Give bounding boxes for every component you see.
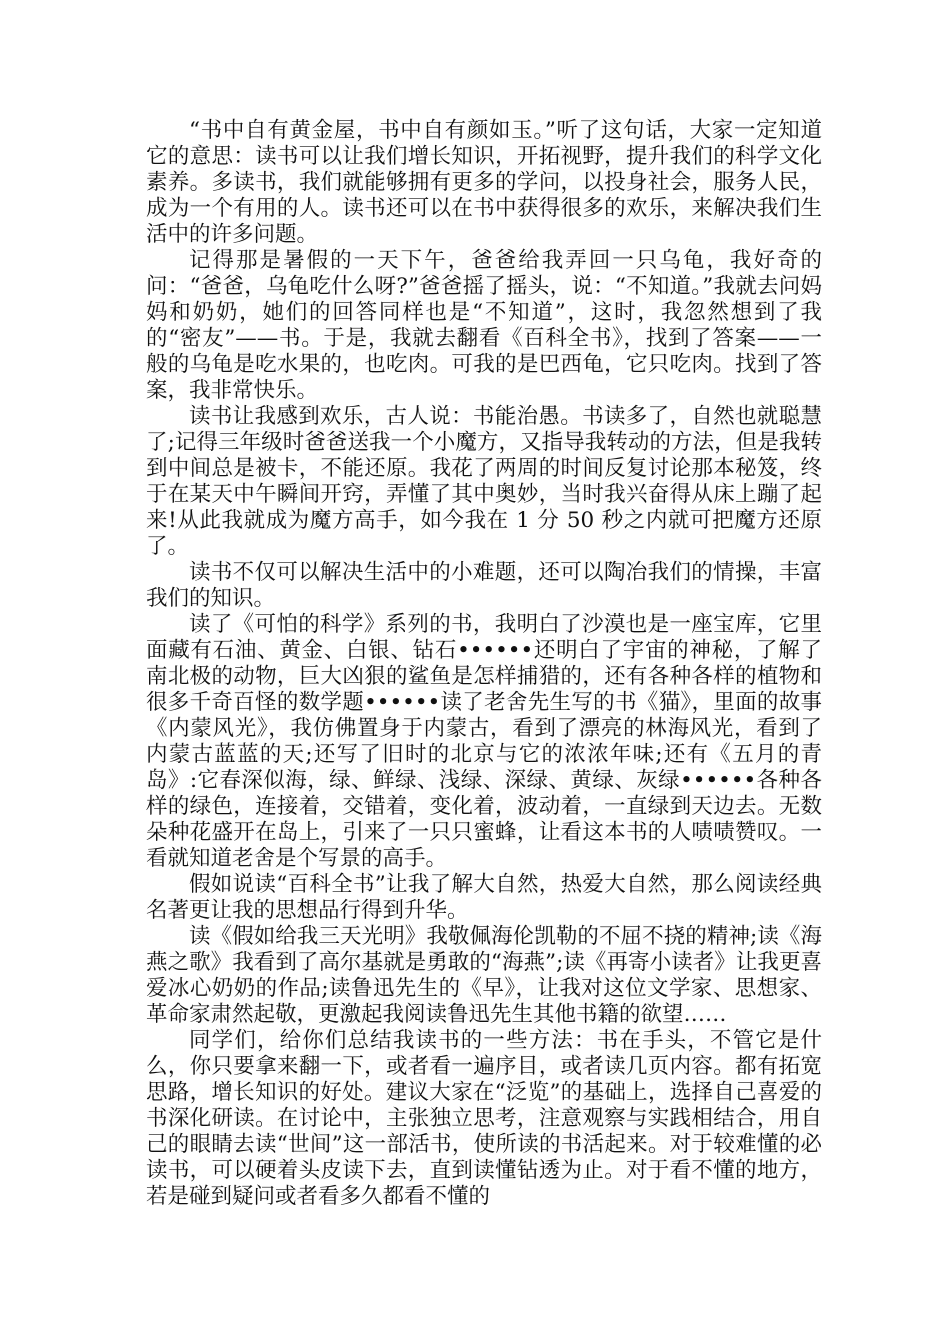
document-body [146,118,822,1210]
paragraph-1: “书中自有黄金屋，书中自有颜如玉。”听了这句话，大家一定知道它的意思：读书可以让我们增长知识，开拓视野，提升我们的科学文化素养。多读书，我们就能够拥有更多的学问，以投身社会，服务人民，成为一个有用的人。读书还可以在书中获得很多的欢乐，来解决我们生活中的许多问题。 [146,118,822,247]
paragraph-4: 读书不仅可以解决生活中的小难题，还可以陶冶我们的情操，丰富我们的知识。 [146,560,822,611]
paragraph-8: 同学们，给你们总结我读书的一些方法：书在手头，不管它是什么，你只要拿来翻一下，或者看一遍序目，或者读几页内容。都有拓宽思路，增长知识的好处。建议大家在“泛览”的基础上，选择自己喜爱的书深化研读。在讨论中，主张独立思考，注意观察与实践相结合，用自己的眼睛去读“世间”这一部活书，使所读的书活起来。对于较难懂的必读书，可以硬着头皮读下去，直到读懂钻透为止。对于看不懂的地方，若是碰到疑问或者看多久都看不懂的 [146,1028,822,1209]
paragraph-2: 记得那是暑假的一天下午，爸爸给我弄回一只乌龟，我好奇的问：“爸爸，乌龟吃什么呀?”爸爸摇了摇头，说：“不知道。”我就去问妈妈和奶奶，她们的回答同样也是“不知道”，这时，我忽然想到了我的“密友”——书。于是，我就去翻看《百科全书》，找到了答案——一般的乌龟是吃水果的，也吃肉。可我的是巴西龟，它只吃肉。找到了答案，我非常快乐。 [146,248,822,403]
paragraph-6: 假如说读“百科全书”让我了解大自然，热爱大自然，那么阅读经典名著更让我的思想品行得到升华。 [146,872,822,923]
paragraph-5: 读了《可怕的科学》系列的书，我明白了沙漠也是一座宝库，它里面藏有石油、黄金、白银、钻石••••••还明白了宇宙的神秘，了解了南北极的动物，巨大凶狠的鲨鱼是怎样捕猎的，还有各种各样的植物和很多千奇百怪的数学题••••••读了老舍先生写的书《猫》，里面的故事《内蒙风光》，我仿佛置身于内蒙古，看到了漂亮的林海风光，看到了内蒙古蓝蓝的天;还写了旧时的北京与它的浓浓年味;还有《五月的青岛》:它春深似海，绿、鲜绿、浅绿、深绿、黄绿、灰绿••••••各种各样的绿色，连接着，交错着，变化着，波动着，一直绿到天边去。无数朵种花盛开在岛上，引来了一只只蜜蜂，让看这本书的人啧啧赞叹。一看就知道老舍是个写景的高手。 [146,612,822,871]
paragraph-3: 读书让我感到欢乐，古人说：书能治愚。书读多了，自然也就聪慧了;记得三年级时爸爸送我一个小魔方，又指导我转动的方法，但是我转到中间总是被卡，不能还原。我花了两周的时间反复讨论那本秘笈，终于在某天中午瞬间开窍，弄懂了其中奥妙，当时我兴奋得从床上蹦了起来!从此我就成为魔方高手，如今我在 1 分 50 秒之内就可把魔方还原了。 [146,404,822,559]
paragraph-7: 读《假如给我三天光明》我敬佩海伦凯勒的不屈不挠的精神;读《海燕之歌》我看到了高尔基就是勇敢的“海燕”;读《再寄小读者》让我更喜爱冰心奶奶的作品;读鲁迅先生的《早》，让我对这位文学家、思想家、革命家肃然起敬，更激起我阅读鲁迅先生其他书籍的欲望…… [146,924,822,1027]
